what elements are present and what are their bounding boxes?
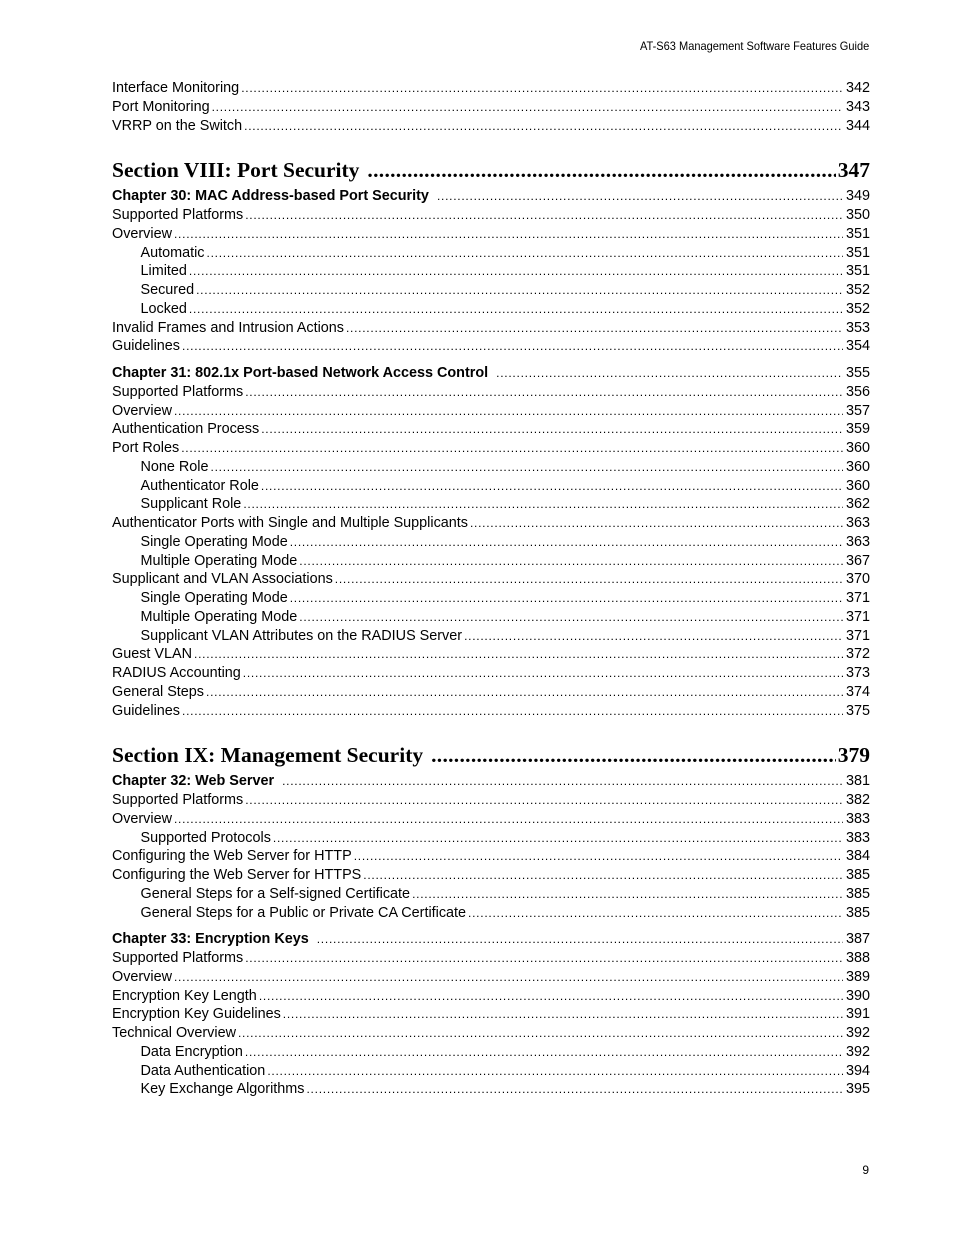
- toc-entry-title: Invalid Frames and Intrusion Actions: [112, 319, 344, 336]
- toc-entry[interactable]: [112, 262, 870, 281]
- dot-leader: [367, 156, 835, 184]
- toc-entry-page: 367: [845, 552, 870, 569]
- toc-entry-title: Supported Platforms: [112, 792, 244, 808]
- dot-leader: [174, 968, 843, 987]
- chapter-page: 381: [845, 773, 870, 790]
- dot-leader: [174, 225, 843, 244]
- toc-entry-title: Guest VLAN: [112, 646, 192, 663]
- dot-leader: [464, 627, 843, 646]
- toc-entry-title: Encryption Key Guidelines: [112, 1006, 281, 1023]
- dot-leader: [243, 495, 843, 514]
- toc-entry-title: General Steps for a Public or Private CA Certificate: [140, 904, 467, 921]
- toc-entry-page: 385: [845, 885, 870, 902]
- toc-entry-title: VRRP on the Switch: [112, 117, 243, 134]
- toc-entry[interactable]: [112, 439, 870, 458]
- dot-leader: [189, 262, 843, 281]
- toc-entry-title: Overview: [112, 968, 172, 985]
- toc-entry-page: 352: [845, 300, 870, 317]
- toc-section-viii[interactable]: [112, 156, 870, 184]
- toc-chapter-31[interactable]: [112, 364, 870, 383]
- chapter-page: 355: [845, 365, 870, 381]
- toc-entry[interactable]: [112, 281, 870, 300]
- toc-entry[interactable]: [112, 987, 870, 1006]
- toc-entry-page: 360: [845, 458, 870, 475]
- dot-leader: [282, 772, 843, 791]
- dot-leader: [194, 645, 843, 664]
- dot-leader: [245, 949, 843, 968]
- dot-leader: [189, 300, 843, 319]
- toc-entry[interactable]: [112, 1005, 870, 1024]
- toc-entry[interactable]: [112, 300, 870, 319]
- toc-entry-page: 351: [845, 225, 870, 242]
- dot-leader: [207, 244, 843, 263]
- toc-entry[interactable]: [112, 904, 870, 923]
- chapter-title: Chapter 32: Web Server: [112, 773, 275, 790]
- dot-leader: [267, 1062, 843, 1081]
- toc-entry-page: 359: [845, 421, 870, 438]
- chapter-title: Chapter 31: 802.1x Port-based Network Access Control: [112, 365, 489, 381]
- dot-leader: [196, 281, 843, 300]
- toc-entry-page: 385: [845, 867, 870, 883]
- section-title: Section IX: Management Security: [112, 743, 424, 768]
- dot-leader: [259, 987, 843, 1006]
- toc-entry-title: Multiple Operating Mode: [140, 552, 298, 569]
- section-title: Section VIII: Port Security: [112, 158, 360, 183]
- toc-chapter-33[interactable]: [112, 930, 870, 949]
- dot-leader: [273, 829, 843, 848]
- toc-entry-page: 383: [845, 810, 870, 827]
- toc-entry[interactable]: [112, 570, 870, 589]
- dot-leader: [181, 439, 843, 458]
- toc-entry-page: 375: [845, 702, 870, 719]
- toc-entry-vrrp[interactable]: [112, 117, 870, 136]
- toc-entry-title: Guidelines: [112, 702, 180, 719]
- dot-leader: [283, 1005, 843, 1024]
- toc-entry-title: Overview: [112, 402, 172, 419]
- toc-entry-title: Authenticator Ports with Single and Multiple Supplicants: [112, 515, 468, 531]
- toc-entry-page: 385: [845, 904, 870, 921]
- toc-entry[interactable]: [112, 702, 870, 721]
- dot-leader: [243, 664, 843, 683]
- dot-leader: [354, 847, 843, 866]
- dot-leader: [290, 589, 843, 608]
- toc-entry[interactable]: [112, 244, 870, 263]
- toc-entry-page: 357: [845, 402, 870, 419]
- dot-leader: [174, 402, 843, 421]
- toc-entry[interactable]: [112, 866, 870, 885]
- toc-entry-page: 362: [845, 496, 870, 513]
- running-header: AT-S63 Management Software Features Guide: [639, 39, 869, 53]
- toc-entry-title: Data Encryption: [140, 1043, 243, 1060]
- toc-entry[interactable]: [112, 949, 870, 968]
- toc-entry-page: 363: [845, 533, 870, 550]
- toc-entry-title: Port Monitoring: [112, 98, 210, 115]
- toc-entry[interactable]: [112, 645, 870, 664]
- toc-entry-title: Encryption Key Length: [112, 987, 257, 1004]
- toc-entry-title: Multiple Operating Mode: [140, 608, 298, 625]
- dot-leader: [245, 383, 843, 402]
- toc-entry[interactable]: [112, 1043, 870, 1062]
- toc-entry-title: Supported Platforms: [112, 383, 244, 400]
- toc-entry-page: 371: [845, 608, 870, 625]
- toc-entry-page: 390: [845, 987, 870, 1004]
- dot-leader: [431, 741, 836, 769]
- toc-entry-page: 373: [845, 665, 870, 681]
- toc-entry-page: 384: [845, 848, 870, 865]
- dot-leader: [244, 117, 843, 136]
- toc-entry-title: Overview: [112, 810, 172, 827]
- toc-section-ix[interactable]: [112, 741, 870, 769]
- section-page: 347: [837, 158, 870, 183]
- toc-entry-page: 363: [845, 515, 870, 531]
- dot-leader: [182, 337, 843, 356]
- toc-entry-page: 354: [845, 338, 870, 355]
- toc-entry[interactable]: [112, 495, 870, 514]
- toc-entry-title: Supplicant and VLAN Associations: [112, 571, 333, 588]
- toc-entry[interactable]: [112, 225, 870, 244]
- toc-entry-page: 371: [845, 590, 870, 606]
- chapter-page: 387: [845, 931, 870, 948]
- toc-entry-title: Automatic: [140, 244, 205, 261]
- toc-entry[interactable]: [112, 402, 870, 421]
- toc-entry-title: Limited: [140, 263, 187, 280]
- toc-entry[interactable]: [112, 206, 870, 225]
- dot-leader: [437, 187, 843, 206]
- toc-entry-interface-monitoring[interactable]: [112, 79, 870, 98]
- toc-entry-title: Overview: [112, 225, 172, 242]
- page-number: 9: [862, 1163, 869, 1177]
- toc-entry-title: Guidelines: [112, 338, 180, 355]
- toc-entry-title: RADIUS Accounting: [112, 665, 241, 681]
- toc-entry-title: Interface Monitoring: [112, 80, 240, 96]
- toc-entry[interactable]: [112, 683, 870, 702]
- dot-leader: [174, 810, 843, 829]
- toc-entry[interactable]: [112, 791, 870, 810]
- dot-leader: [335, 570, 843, 589]
- toc-entry-title: Supported Platforms: [112, 207, 244, 223]
- dot-leader: [468, 904, 843, 923]
- toc-entry-title: Port Roles: [112, 440, 180, 456]
- toc-entry[interactable]: [112, 383, 870, 402]
- dot-leader: [496, 364, 843, 383]
- toc-entry-page: 382: [845, 792, 870, 808]
- toc-chapter-30[interactable]: [112, 187, 870, 206]
- toc-entry-page: 344: [845, 117, 870, 134]
- toc-entry-title: Configuring the Web Server for HTTP: [112, 848, 352, 865]
- dot-leader: [261, 420, 843, 439]
- toc-chapter-32[interactable]: [112, 772, 870, 791]
- toc-entry[interactable]: [112, 664, 870, 683]
- dot-leader: [212, 98, 843, 117]
- dot-leader: [261, 477, 843, 496]
- dot-leader: [306, 1080, 843, 1099]
- toc-entry-page: 388: [845, 950, 870, 966]
- dot-leader: [346, 319, 843, 338]
- toc-entry-page: 392: [845, 1043, 870, 1060]
- toc-entry-page: 391: [845, 1006, 870, 1023]
- toc-entry[interactable]: [112, 552, 870, 571]
- toc-entry[interactable]: [112, 885, 870, 904]
- toc-entry-title: Secured: [140, 282, 195, 298]
- toc-entry[interactable]: [112, 1062, 870, 1081]
- dot-leader: [470, 514, 843, 533]
- toc-entry[interactable]: [112, 514, 870, 533]
- toc-entry-title: Data Authentication: [140, 1062, 266, 1079]
- toc-entry[interactable]: [112, 829, 870, 848]
- chapter-title: Chapter 33: Encryption Keys: [112, 931, 309, 948]
- dot-leader: [245, 206, 843, 225]
- toc-entry[interactable]: [112, 1080, 870, 1099]
- toc-entry-title: Single Operating Mode: [140, 533, 288, 550]
- dot-leader: [317, 930, 843, 949]
- toc-entry[interactable]: [112, 533, 870, 552]
- toc-entry[interactable]: [112, 847, 870, 866]
- toc-entry-title: None Role: [140, 458, 209, 475]
- toc-entry[interactable]: [112, 627, 870, 646]
- dot-leader: [241, 79, 843, 98]
- toc-entry-page: 383: [845, 829, 870, 846]
- toc-entry-title: Locked: [140, 300, 187, 317]
- toc-entry-title: Supplicant Role: [140, 496, 242, 513]
- chapter-page: 349: [845, 188, 870, 205]
- toc-entry-title: General Steps for a Self-signed Certificate: [140, 885, 411, 902]
- toc-entry-page: 395: [845, 1081, 870, 1098]
- toc-entry-page: 356: [845, 383, 870, 400]
- dot-leader: [211, 458, 843, 477]
- dot-leader: [412, 885, 843, 904]
- toc-entry-title: Supported Platforms: [112, 950, 244, 966]
- toc-entry-page: 394: [845, 1062, 870, 1079]
- dot-leader: [290, 533, 843, 552]
- toc-entry-title: Authentication Process: [112, 421, 260, 438]
- toc-entry-title: Supported Protocols: [140, 829, 271, 846]
- toc-entry-page: 351: [845, 244, 870, 261]
- toc-entry-title: Key Exchange Algorithms: [140, 1081, 305, 1098]
- toc-entry-page: 360: [845, 440, 870, 456]
- toc-entry[interactable]: [112, 319, 870, 338]
- toc-entry-page: 351: [845, 263, 870, 280]
- toc-entry[interactable]: [112, 420, 870, 439]
- dot-leader: [238, 1024, 843, 1043]
- toc-entry[interactable]: [112, 968, 870, 987]
- toc-entry-page: 371: [845, 627, 870, 644]
- toc-entry[interactable]: [112, 608, 870, 627]
- toc-entry[interactable]: [112, 810, 870, 829]
- toc-entry[interactable]: [112, 1024, 870, 1043]
- section-page: 379: [837, 743, 870, 768]
- dot-leader: [182, 702, 843, 721]
- toc-entry-title: Configuring the Web Server for HTTPS: [112, 867, 362, 883]
- table-of-contents: [112, 79, 870, 1099]
- toc-entry-page: 392: [845, 1025, 870, 1041]
- toc-entry-page: 352: [845, 282, 870, 298]
- toc-entry-page: 343: [845, 98, 870, 115]
- toc-entry-page: 360: [845, 477, 870, 494]
- toc-entry-page: 353: [845, 319, 870, 336]
- dot-leader: [363, 866, 843, 885]
- toc-entry-page: 374: [845, 683, 870, 700]
- toc-entry-port-monitoring[interactable]: [112, 98, 870, 117]
- toc-entry-title: General Steps: [112, 683, 204, 700]
- toc-entry-page: 350: [845, 207, 870, 223]
- toc-entry[interactable]: [112, 458, 870, 477]
- toc-entry-title: Authenticator Role: [140, 477, 259, 494]
- toc-entry-title: Supplicant VLAN Attributes on the RADIUS Server: [140, 627, 463, 644]
- dot-leader: [299, 552, 843, 571]
- toc-entry-page: 372: [845, 646, 870, 663]
- toc-entry-page: 389: [845, 968, 870, 985]
- toc-entry-page: 342: [845, 80, 870, 96]
- chapter-title: Chapter 30: MAC Address-based Port Security: [112, 188, 429, 205]
- dot-leader: [245, 1043, 843, 1062]
- toc-entry[interactable]: [112, 337, 870, 356]
- toc-entry[interactable]: [112, 589, 870, 608]
- toc-entry-title: Single Operating Mode: [140, 590, 288, 606]
- dot-leader: [245, 791, 843, 810]
- toc-entry-title: Technical Overview: [112, 1025, 236, 1041]
- dot-leader: [206, 683, 843, 702]
- toc-entry-page: 370: [845, 571, 870, 588]
- dot-leader: [299, 608, 843, 627]
- toc-entry[interactable]: [112, 477, 870, 496]
